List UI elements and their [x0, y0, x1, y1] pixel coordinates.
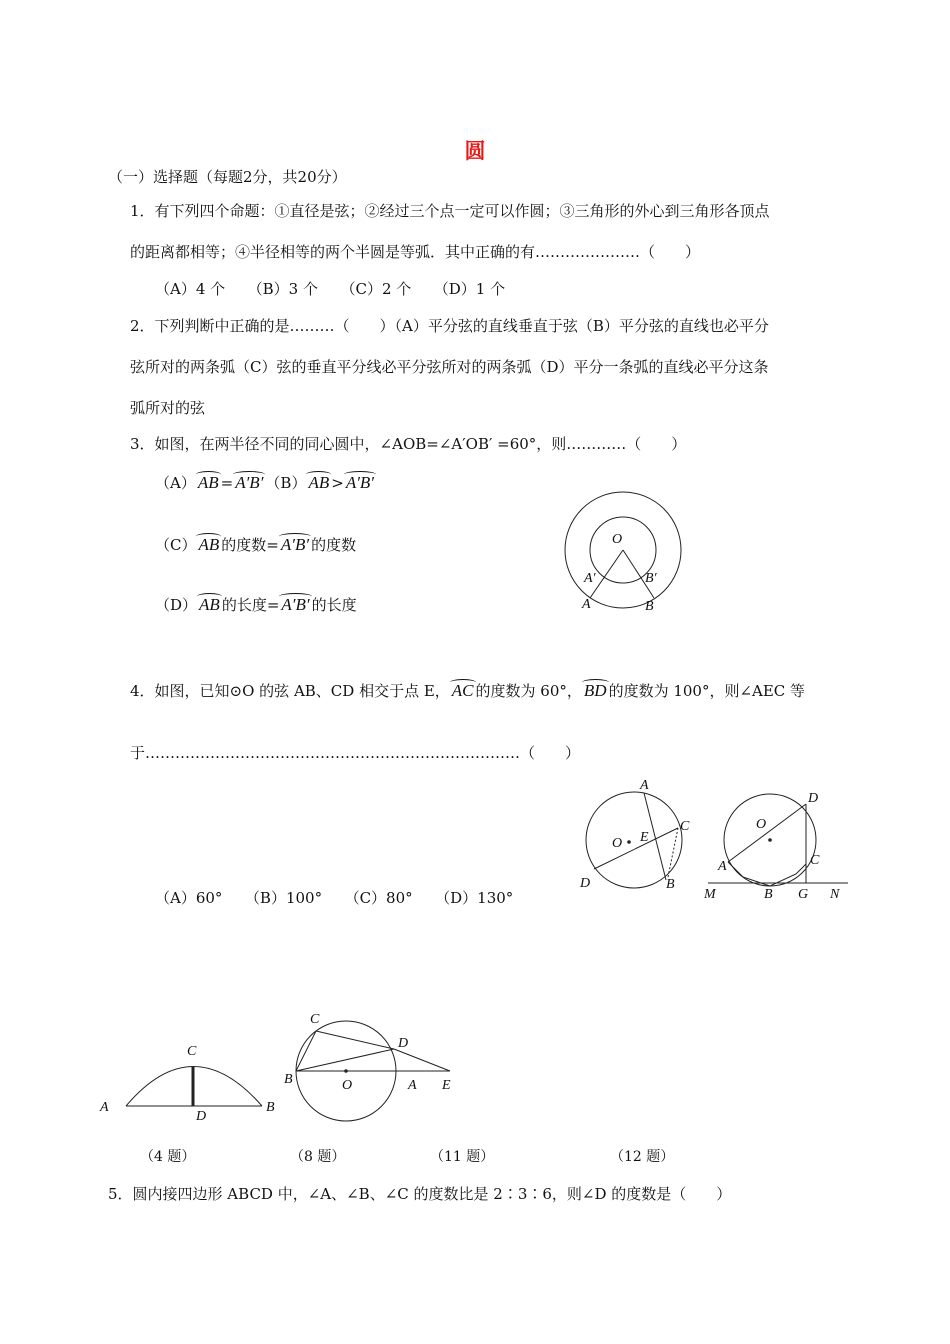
degree-text: 的度数	[311, 536, 357, 554]
q1-line2: 的距离都相等；④半径相等的两个半圆是等弧．其中正确的有…………………（ ）	[130, 243, 701, 261]
length-eq-text: 的长度=	[221, 596, 280, 614]
tangent-circle-figure	[698, 782, 858, 907]
label-o: O	[342, 1078, 353, 1093]
q2-line3: 弧所对的弦	[130, 399, 206, 417]
label-e: E	[640, 830, 649, 845]
q1-line1: 1．有下列四个命题：①直径是弦；②经过三个点一定可以作圆；③三角形的外心到三角形各顶点	[130, 202, 770, 220]
q2-line2: 弦所对的两条弧（C）弦的垂直平分线必平分弦所对的两条弧（D）平分一条弧的直线必平分这条	[130, 358, 769, 376]
section-heading: （一）选择题（每题2分，共20分）	[108, 168, 347, 186]
arch-figure	[96, 1035, 286, 1120]
arc-ab: AB	[308, 473, 330, 492]
greater-sign: >	[331, 474, 344, 492]
label-o: O	[612, 532, 623, 547]
q4-stem-c: 的度数为 100°，则∠AEC 等	[608, 682, 806, 700]
concentric-circles-figure	[560, 490, 690, 620]
arc-a1b1: A′B′	[280, 535, 310, 554]
label-d: D	[398, 1036, 409, 1051]
caption-11: （11 题）	[430, 1149, 495, 1165]
label-a: A	[100, 1100, 109, 1115]
label-b: B	[645, 599, 654, 614]
caption-12: （12 题）	[610, 1149, 675, 1165]
q3-option-d-label: （D）	[155, 596, 198, 614]
q3-stem: 3．如图，在两半径不同的同心圆中，∠AOB=∠A′OB′ =60°，则…………（ ）	[130, 435, 687, 453]
label-b: B	[284, 1072, 293, 1087]
arc-bd: BD	[583, 681, 607, 700]
label-d: D	[580, 876, 591, 891]
equals-sign: =	[220, 474, 234, 492]
q4-stem-a: 4．如图，已知⊙O 的弦 AB、CD 相交于点 E，	[130, 682, 450, 700]
chords-circle-figure	[574, 775, 694, 900]
arc-a1b1: A′B′	[345, 473, 375, 492]
secant-circle-figure	[280, 1005, 460, 1130]
label-b: B	[666, 877, 675, 892]
q4-stem-b: 的度数为 60°，	[475, 682, 582, 700]
label-m: M	[704, 887, 716, 902]
label-o: O	[756, 817, 767, 832]
length-text: 的长度	[311, 596, 357, 614]
arc-ab: AB	[197, 473, 219, 492]
caption-4: （4 题）	[140, 1149, 196, 1165]
q3-option-c-label: （C）	[155, 536, 197, 554]
label-c: C	[187, 1044, 197, 1059]
label-e: E	[442, 1078, 451, 1093]
arc-ac: AC	[451, 681, 474, 700]
label-g: G	[798, 887, 809, 902]
q3-option-a-label: （A）	[155, 474, 196, 492]
label-n: N	[830, 887, 840, 902]
label-b: B	[266, 1100, 275, 1115]
label-a: A	[718, 859, 727, 874]
label-a: A	[582, 597, 591, 612]
q5-stem: 5．圆内接四边形 ABCD 中，∠A、∠B、∠C 的度数比是 2∶3∶6，则∠D 的度数是（ ）	[108, 1185, 732, 1203]
q3-option-d	[155, 594, 357, 615]
q1-options: （A）4 个 （B）3 个 （C）2 个 （D）1 个	[155, 280, 506, 298]
arc-a1b1: A′B′	[281, 595, 310, 614]
label-d: D	[196, 1109, 207, 1120]
label-d: D	[808, 791, 819, 806]
label-a1: A′	[584, 571, 596, 586]
arc-ab: AB	[199, 595, 220, 614]
page-title: 圆	[464, 138, 486, 163]
caption-8: （8 题）	[290, 1149, 346, 1165]
q3-option-b-label: （B）	[265, 474, 307, 492]
q3-option-c	[155, 534, 356, 555]
q4-options: （A）60° （B）100° （C）80° （D）130°	[155, 889, 514, 907]
q4-stem	[130, 680, 805, 701]
arc-ab: AB	[198, 535, 220, 554]
label-c: C	[810, 853, 820, 868]
arc-a1b1: A′B′	[235, 473, 264, 492]
label-b: B	[764, 887, 773, 902]
label-o: O	[612, 836, 623, 851]
label-c: C	[680, 819, 690, 834]
label-a: A	[640, 778, 649, 793]
label-a: A	[408, 1078, 417, 1093]
q2-line1: 2．下列判断中正确的是………（ ）（A）平分弦的直线垂直于弦（B）平分弦的直线也必平分	[130, 317, 769, 335]
degree-eq-text: 的度数=	[221, 536, 279, 554]
q4-stem-continued: 于…………………………………………………………………（ ）	[130, 744, 581, 762]
q3-option-a-b	[155, 472, 376, 493]
label-c: C	[310, 1012, 320, 1027]
label-b1: B′	[645, 571, 657, 586]
